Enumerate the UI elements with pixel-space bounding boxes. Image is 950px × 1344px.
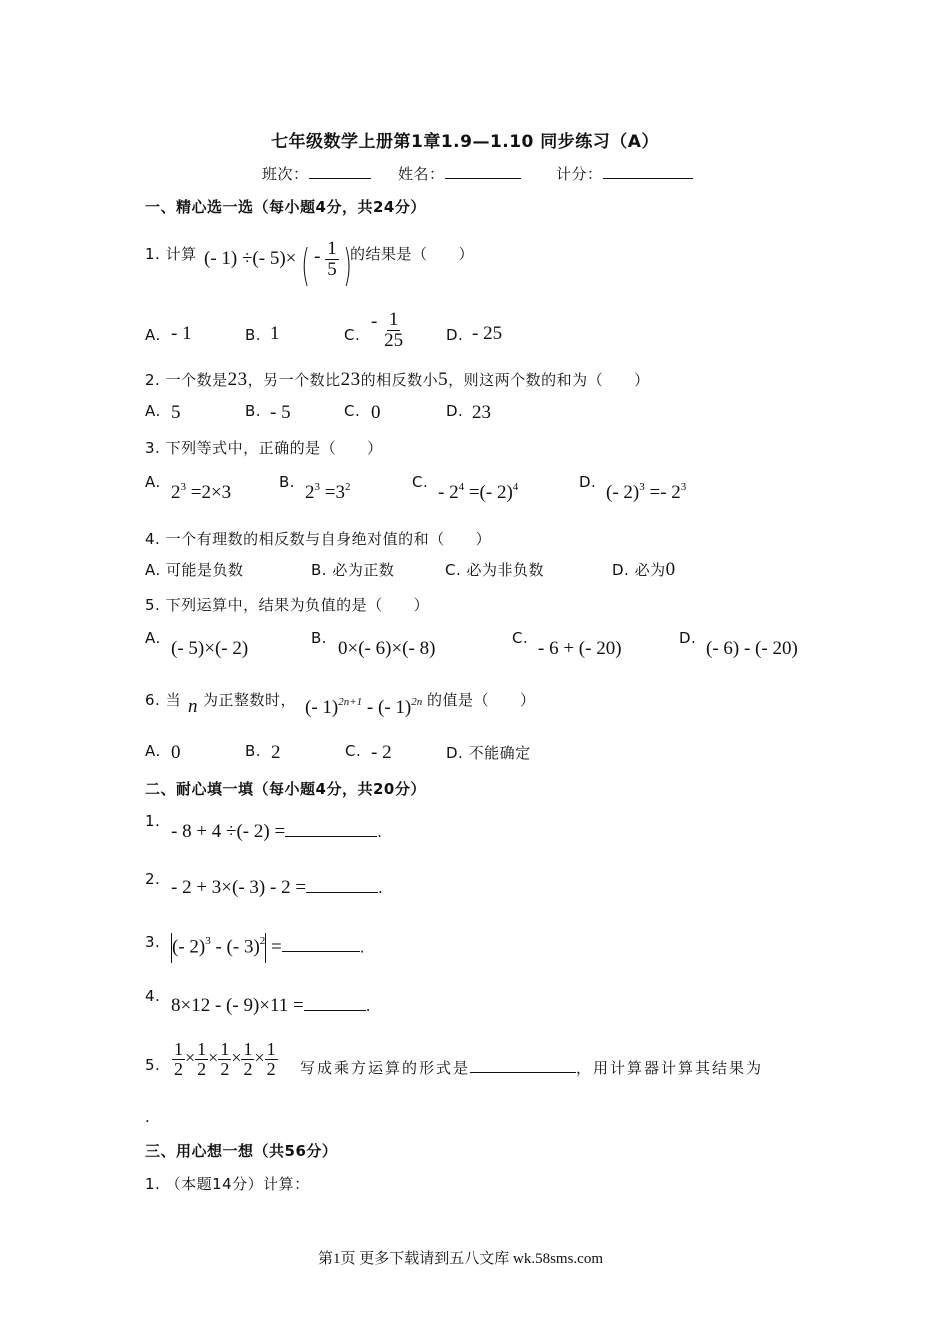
s1-q6-option-a-label: A. xyxy=(145,742,161,760)
s1-q4-option-d: D. 必为0 xyxy=(612,559,676,580)
s1-q5-option-d-label: D. xyxy=(679,629,697,647)
s1-q6-var: n xyxy=(188,696,198,717)
s3-q1: 1. （本题14分）计算： xyxy=(145,1175,310,1193)
s2-q2-expr: - 2 + 3×(- 3) - 2 = . xyxy=(171,877,384,898)
s1-q1-option-a: - 1 xyxy=(171,323,192,344)
s1-q6-option-c: - 2 xyxy=(371,742,392,763)
s1-q6-mid: 为正整数时， xyxy=(203,691,297,709)
section-2-header: 二、耐心填一填（每小题4分，共20分） xyxy=(145,780,426,798)
s2-q5-number: 5. xyxy=(145,1056,161,1074)
name-blank[interactable] xyxy=(445,162,521,179)
s2-q1-number: 1. xyxy=(145,812,161,830)
s1-q2-option-a-label: A. xyxy=(145,402,161,420)
s2-q2-number: 2. xyxy=(145,870,161,888)
s1-q3-option-a: $2^3 =2\times 3$ xyxy=(171,481,232,503)
s2-q5-product: $\frac{1}{2}$ × $\frac{1}{2}$ × $\frac{1}{2}$ × $\frac{1}{2}$ × $\frac{1}{2}$ xyxy=(174,1039,276,1079)
s1-q3-option-b: $2^3 =3^2$ xyxy=(305,481,351,503)
class-field xyxy=(262,162,371,184)
s1-q1-option-d-label: D. xyxy=(446,326,464,344)
page-title: 七年级数学上册第1章1.9—1.10 同步练习（A） xyxy=(271,132,659,152)
s1-q1-prefix: 1. 计算 xyxy=(145,245,197,263)
s1-q1-fraction: ( - $\frac{1}{5}$ ) xyxy=(301,238,352,291)
s2-q1-blank[interactable] xyxy=(285,820,377,837)
s1-q6-option-d: D. 不能确定 xyxy=(446,744,531,762)
s1-q2-option-c-label: C. xyxy=(344,402,361,420)
s1-q6-option-c-label: C. xyxy=(345,742,362,760)
s1-q4-option-c: C. 必为非负数 xyxy=(445,561,545,579)
name-label: 姓名： xyxy=(398,165,445,183)
page-footer: 第1页 更多下载请到五八文库 wk.58sms.com xyxy=(318,1251,604,1267)
s1-q2-stem: 2. 一个数是23，另一个数比23的相反数小5，则这两个数的和为（ ） xyxy=(145,369,650,390)
s1-q6-suffix: 的值是（ ） xyxy=(427,691,536,709)
s1-q6-option-b-label: B. xyxy=(245,742,262,760)
s1-q5-option-c: - 6 + (- 20) xyxy=(538,638,622,659)
s1-q6-option-b: 2 xyxy=(271,742,281,763)
s1-q6-expr: (- 1)$^{2n+1}$ - (- 1)$^{2n}$ xyxy=(305,696,423,718)
s2-q2-blank[interactable] xyxy=(306,876,378,893)
s1-q2-option-c: 0 xyxy=(371,402,381,423)
s2-q5-blank-1[interactable] xyxy=(470,1056,576,1073)
s1-q2-option-d: 23 xyxy=(472,402,491,423)
s2-q5-text: 写成乘方运算的形式是 ，用计算器计算其结果为 xyxy=(300,1056,763,1078)
section-1-header: 一、精心选一选（每小题4分，共24分） xyxy=(145,198,426,216)
s1-q3-stem: 3. 下列等式中，正确的是（ ） xyxy=(145,439,383,457)
name-field xyxy=(398,162,521,184)
s1-q5-option-a: (- 5)×(- 2) xyxy=(171,638,249,659)
score-label: 计分： xyxy=(556,165,603,183)
s1-q3-option-c: - $2^4$ =(- 2)$^4$ xyxy=(438,481,519,503)
s1-q1-option-b-label: B. xyxy=(245,326,262,344)
s1-q1-suffix: 的结果是（ ） xyxy=(350,245,475,263)
s1-q2-option-d-label: D. xyxy=(446,402,464,420)
s1-q5-option-b: 0×(- 6)×(- 8) xyxy=(338,638,436,659)
s1-q5-option-b-label: B. xyxy=(311,629,328,647)
score-blank[interactable] xyxy=(603,162,693,179)
s2-q4-expr: 8×12 - (- 9)×11 = . xyxy=(171,995,372,1016)
class-blank[interactable] xyxy=(309,162,371,179)
s2-q3-blank[interactable] xyxy=(282,935,360,952)
s2-q3-expr: (- 2)$^3$ - (- 3)$^2$ = . xyxy=(171,933,365,963)
s1-q5-stem: 5. 下列运算中，结果为负值的是（ ） xyxy=(145,596,430,614)
s1-q4-option-b: B. 必为正数 xyxy=(311,561,395,579)
s1-q2-option-a: 5 xyxy=(171,402,181,423)
s1-q1-option-c: - $\frac{1}{25}$ xyxy=(371,309,404,351)
s2-q3-number: 3. xyxy=(145,933,161,951)
section-3-header: 三、用心想一想（共56分） xyxy=(145,1142,338,1160)
s1-q1-option-b: 1 xyxy=(270,323,280,344)
s1-q1-option-c-label: C. xyxy=(344,326,361,344)
s1-q2-option-b: - 5 xyxy=(270,402,291,423)
s1-q1-option-a-label: A. xyxy=(145,326,161,344)
s1-q4-stem: 4. 一个有理数的相反数与自身绝对值的和（ ） xyxy=(145,530,492,548)
s1-q3-option-c-label: C. xyxy=(412,473,429,491)
s1-q5-option-c-label: C. xyxy=(512,629,529,647)
s1-q2-option-b-label: B. xyxy=(245,402,262,420)
s1-q1-option-d: - 25 xyxy=(472,323,503,344)
s2-q4-number: 4. xyxy=(145,987,161,1005)
s1-q3-option-a-label: A. xyxy=(145,473,161,491)
s2-q5-end: . xyxy=(145,1108,151,1126)
score-field xyxy=(556,162,693,184)
class-label: 班次： xyxy=(262,165,309,183)
s1-q3-option-b-label: B. xyxy=(279,473,296,491)
s2-q4-blank[interactable] xyxy=(304,994,366,1011)
s2-q1-expr: - 8 + 4 ÷(- 2) = . xyxy=(171,821,383,842)
s1-q4-option-a: A. 可能是负数 xyxy=(145,561,244,579)
s1-q6-option-a: 0 xyxy=(171,742,181,763)
s1-q1-expr: (- 1) ÷(- 5)× xyxy=(204,248,297,269)
s1-q5-option-a-label: A. xyxy=(145,629,161,647)
s1-q6-prefix: 6. 当 xyxy=(145,691,182,709)
s1-q3-option-d: (- $2)^3 =- 2^3$ xyxy=(606,481,687,503)
s1-q3-option-d-label: D. xyxy=(579,473,597,491)
s1-q5-option-d: (- 6) - (- 20) xyxy=(706,638,798,659)
